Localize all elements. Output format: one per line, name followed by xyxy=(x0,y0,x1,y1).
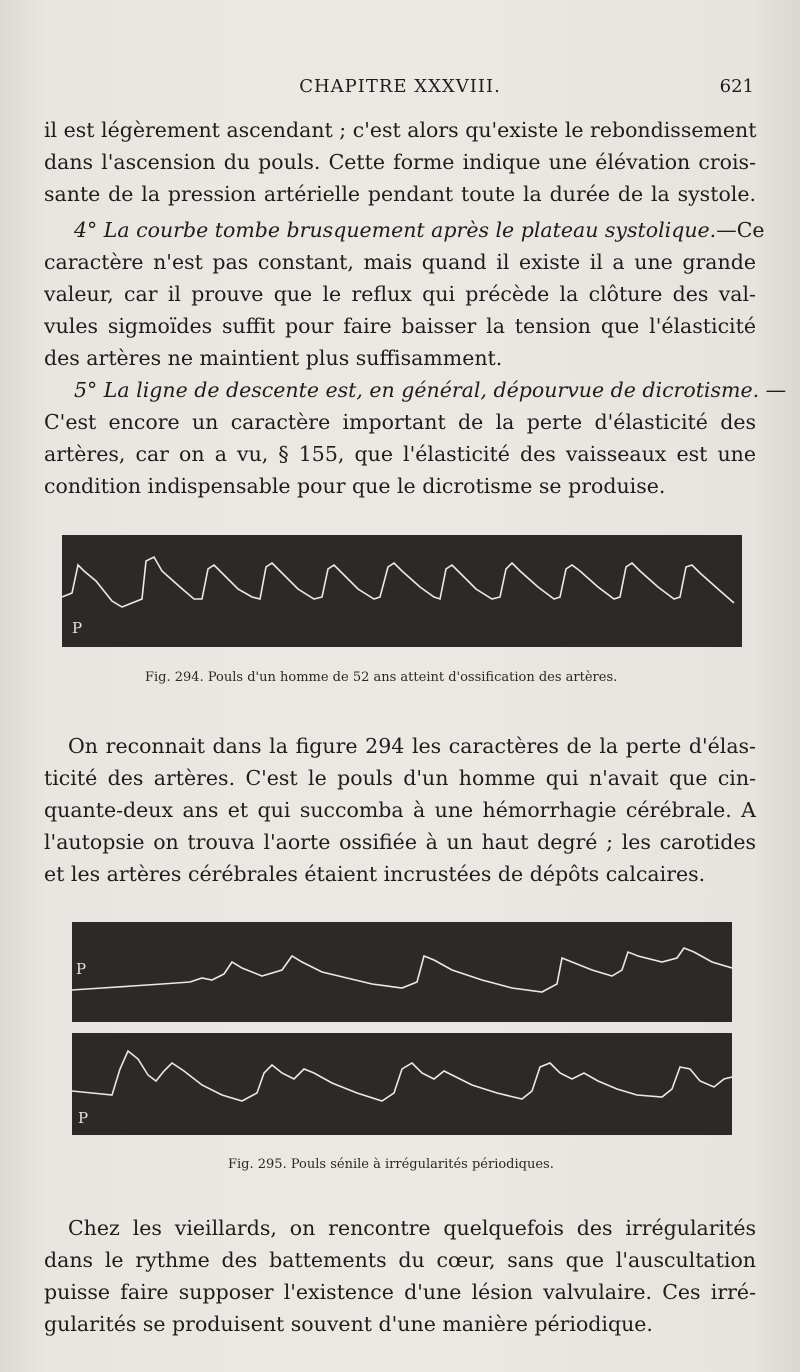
pressure-label: P xyxy=(78,1109,89,1127)
figure-295-caption: Fig. 295. Pouls sénile à irrégularités périodiques. xyxy=(228,1157,554,1172)
text-line: caractère n'est pas constant, mais quand il existe il a une grande xyxy=(44,250,756,274)
text-line: puisse faire supposer l'existence d'une lésion valvulaire. Ces irré- xyxy=(44,1280,756,1304)
text-line: gularités se produisent souvent d'une manière périodique. xyxy=(44,1312,653,1336)
text-line: dans le rythme des battements du cœur, sans que l'auscultation xyxy=(44,1248,756,1272)
text-line: des artères ne maintient plus suffisamment. xyxy=(44,346,503,370)
paragraph-1 xyxy=(44,114,756,210)
paragraph-4 xyxy=(44,730,756,890)
pulse-waveform-295-top xyxy=(72,922,732,1022)
italic-heading: 5° La ligne de descente est, en général, dépourvue de dicrotisme. — xyxy=(74,378,787,402)
text-line: l'autopsie on trouva l'aorte ossifiée à un haut degré ; les carotides xyxy=(44,830,756,854)
page-header xyxy=(44,76,756,102)
pressure-label: P xyxy=(72,619,83,637)
text-line: 4° La courbe tombe brusquement après le plateau systolique.—Ce xyxy=(74,218,765,242)
page-number: 621 xyxy=(719,76,754,97)
pressure-label: P xyxy=(76,960,87,978)
paragraph-5 xyxy=(44,1212,756,1340)
text-line xyxy=(44,374,787,406)
text-line: et les artères cérébrales étaient incrustées de dépôts calcaires. xyxy=(44,862,706,886)
text-line: sante de la pression artérielle pendant toute la durée de la systole. xyxy=(44,182,756,206)
text-line: il est légèrement ascendant ; c'est alors qu'existe le rebondissement xyxy=(44,118,757,142)
text-line: quante-deux ans et qui succomba à une hémorrhagie cérébrale. A xyxy=(44,798,756,822)
italic-heading: 4° La courbe tombe brusquement après le plateau systolique.— xyxy=(74,218,737,242)
text-line: dans l'ascension du pouls. Cette forme indique une élévation crois- xyxy=(44,150,756,174)
text-line: On reconnait dans la figure 294 les caractères de la perte d'élas- xyxy=(68,734,756,758)
text-line: vules sigmoïdes suffit pour faire baisser la tension que l'élasticité xyxy=(44,314,756,338)
figure-295-pulse-trace-top xyxy=(72,922,732,1022)
text-line: ticité des artères. C'est le pouls d'un homme qui n'avait que cin- xyxy=(44,766,756,790)
chapter-title: CHAPITRE XXXVIII. xyxy=(299,76,501,97)
figure-294-pulse-trace xyxy=(62,535,742,647)
text-line: valeur, car il prouve que le reflux qui précède la clôture des val- xyxy=(44,282,756,306)
figure-294-caption: Fig. 294. Pouls d'un homme de 52 ans atteint d'ossification des artères. xyxy=(145,670,618,685)
paragraph-2 xyxy=(44,214,765,374)
figure-295-pulse-trace-bottom xyxy=(72,1033,732,1135)
text-line: C'est encore un caractère important de la perte d'élasticité des xyxy=(44,410,756,434)
text-line: artères, car on a vu, § 155, que l'élasticité des vaisseaux est une xyxy=(44,442,756,466)
pulse-waveform-295-bottom xyxy=(72,1033,732,1135)
paragraph-3 xyxy=(44,374,787,502)
text-line: Chez les vieillards, on rencontre quelquefois des irrégularités xyxy=(68,1216,756,1240)
text-line: condition indispensable pour que le dicrotisme se produise. xyxy=(44,474,666,498)
pulse-waveform-294 xyxy=(62,535,742,647)
